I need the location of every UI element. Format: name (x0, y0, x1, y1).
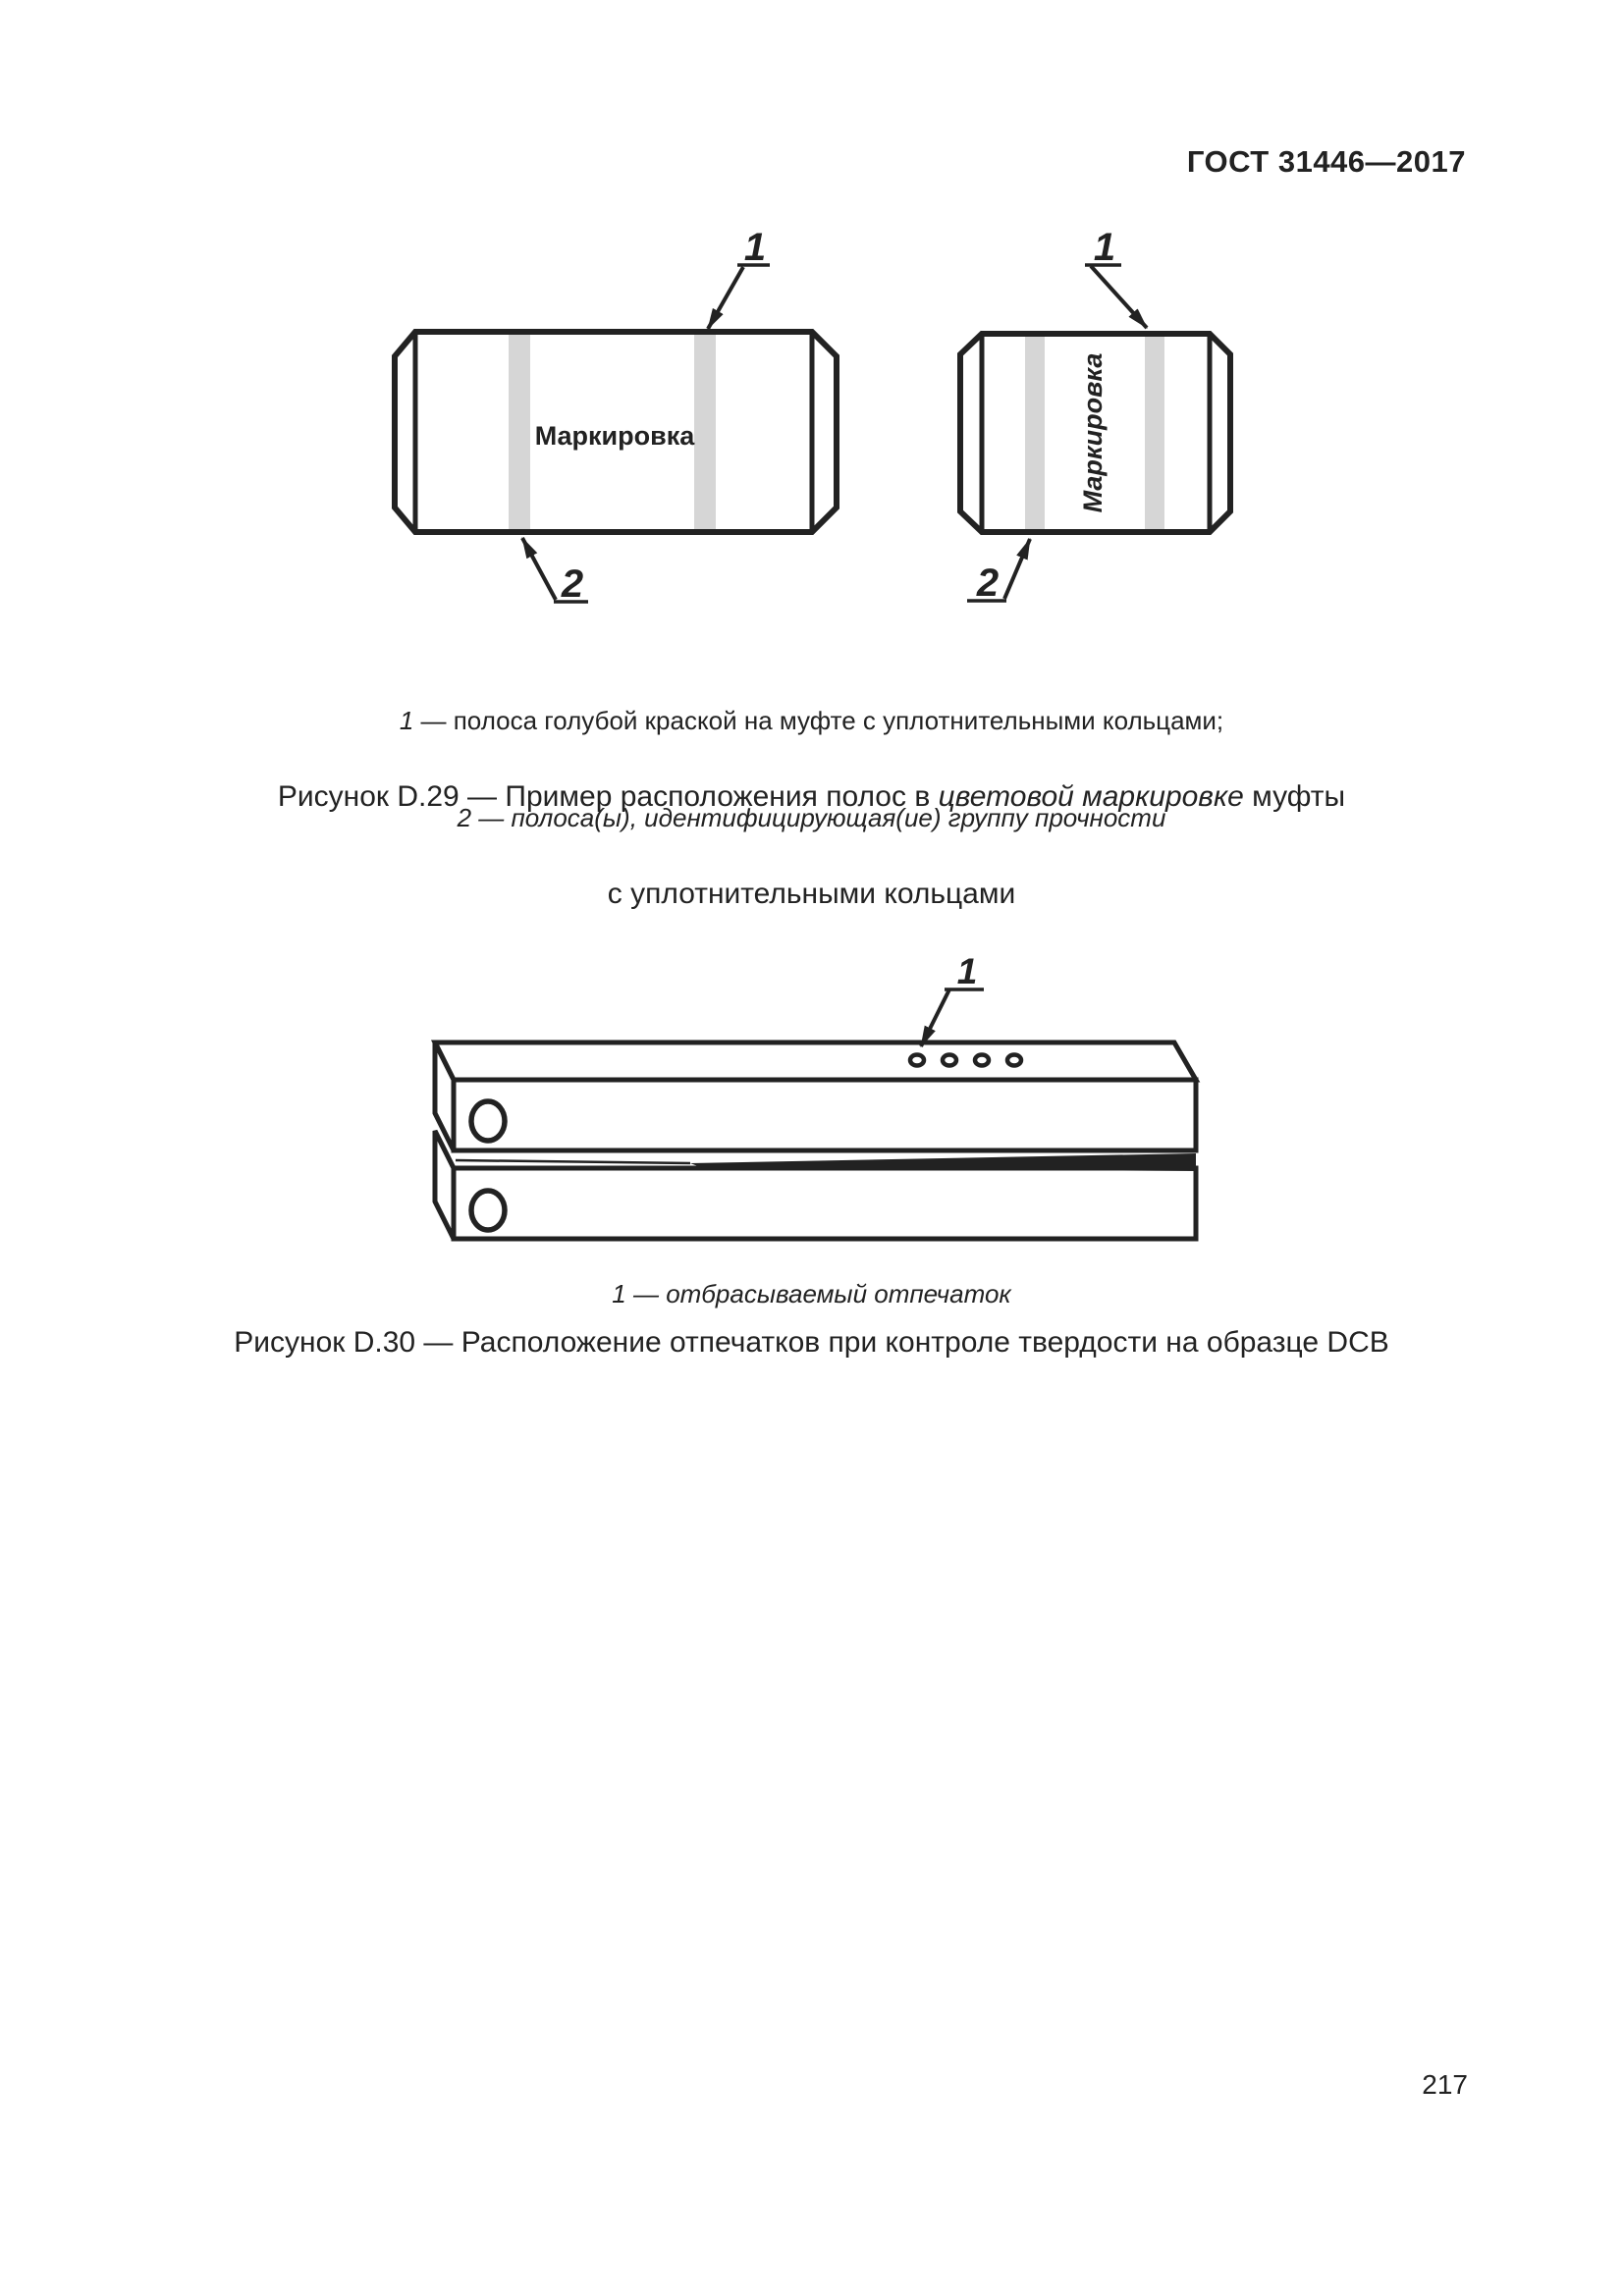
page-number: 217 (1422, 2069, 1468, 2100)
dcb-indent-dot-4 (1007, 1055, 1021, 1066)
figure-d30-dcb-specimen (435, 951, 1196, 1239)
left-coupling-blue-paint-stripe (694, 335, 716, 529)
figure-d30-legend: 1 — отбрасываемый отпечаток (612, 1279, 1011, 1308)
legend-item-1-text: — полоса голубой краской на муфте с уплотнительными кольцами; (413, 706, 1224, 735)
figure-d29-caption-line-1 (0, 780, 1623, 813)
left-coupling-marking-text: Маркировка (534, 421, 695, 451)
figure-d29-right-coupling (960, 334, 1230, 532)
figure-d30-caption: Рисунок D.30 — Расположение отпечатков при контроле твердости на образце DCB (234, 1326, 1389, 1359)
dcb-indent-dot-2 (943, 1055, 956, 1066)
callout-2-right-leader (1004, 539, 1030, 599)
callout-2-left-label: 2 (561, 562, 584, 606)
right-coupling-strength-stripe (1025, 337, 1045, 529)
dcb-crack-slot-line (456, 1160, 690, 1163)
figure-d29-caption-line-2: с уплотнительными кольцами (607, 878, 1016, 910)
legend-item-1-number: 1 (399, 706, 414, 735)
right-coupling-marking-text: Маркировка (1078, 352, 1108, 513)
caption-d29-italic-part: цветовой маркировке (938, 780, 1244, 813)
dcb-top-face (435, 1042, 1196, 1080)
figure-d29-legend-item-2: 2 — полоса(ы), идентифицирующая(ие) группу прочности (457, 803, 1166, 832)
callout-1-right-leader (1091, 266, 1147, 328)
callout-1-left-leader (708, 267, 743, 329)
standard-number-header: ГОСТ 31446—2017 (1186, 144, 1466, 179)
figure-d29-left-coupling (395, 332, 837, 532)
caption-d29-part1: Рисунок D.29 — Пример расположения полос в (277, 780, 939, 813)
dcb-crack-wedge (690, 1153, 1196, 1171)
dcb-pin-hole-top (471, 1101, 505, 1141)
dcb-callout-1-label: 1 (956, 951, 978, 991)
dcb-bottom-arm-front-face (454, 1168, 1196, 1239)
callout-2-left-leader (522, 538, 556, 600)
callout-1-right-label: 1 (1093, 226, 1116, 269)
dcb-top-arm-front-face (454, 1080, 1196, 1150)
dcb-indent-dot-3 (975, 1055, 989, 1066)
right-coupling-blue-paint-stripe (1145, 337, 1164, 529)
dcb-pin-hole-bottom (471, 1191, 505, 1230)
dcb-callout-1-leader (921, 989, 949, 1046)
callout-2-right-label: 2 (976, 561, 1000, 605)
dcb-indent-dot-1 (910, 1055, 924, 1066)
callout-1-left-label: 1 (743, 226, 767, 269)
left-coupling-strength-stripe (509, 335, 530, 529)
figure-d29-caption (0, 716, 1623, 975)
caption-d29-part2: муфты (1243, 780, 1346, 813)
